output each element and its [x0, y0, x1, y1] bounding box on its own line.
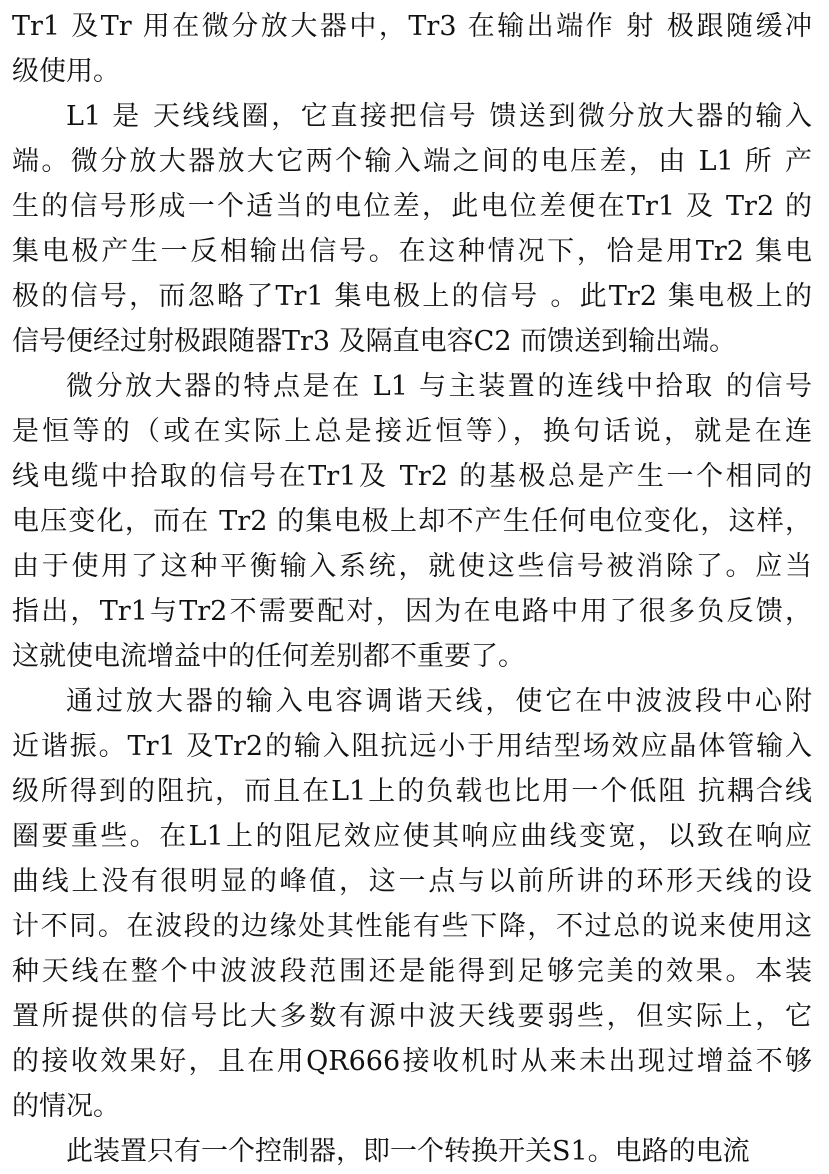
- text-line: 微分放大器的特点是在 L1 与主装置的连线中拾取 的信号: [66, 371, 812, 402]
- text-line: 级所得到的阻抗，而且在L1上的负载也比用一个低阻 抗耦合线: [12, 776, 812, 807]
- text-line: 电压变化，而在 Tr2 的集电极上却不产生任何电位变化，这样，: [12, 506, 812, 537]
- text-line: 是恒等的（或在实际上总是接近恒等），换句话说，就是在连: [12, 416, 812, 447]
- text-line: 置所提供的信号比大多数有源中波天线要弱些，但实际上，它: [12, 1001, 812, 1032]
- text-line: 计不同。在波段的边缘处其性能有些下降，不过总的说来使用这: [12, 911, 812, 942]
- text-line: 级使用。: [12, 56, 120, 87]
- text-line: 这就使电流增益中的任何差别都不重要了。: [12, 641, 525, 672]
- text-line: 线电缆中拾取的信号在Tr1及 Tr2 的基极总是产生一个相同的: [12, 461, 812, 492]
- paragraph-4: [12, 679, 812, 1129]
- text-line: 由于使用了这种平衡输入系统，就使这些信号被消除了。应当: [12, 551, 812, 582]
- text-line: 信号便经过射极跟随器Tr3 及隔直电容C2 而馈送到输出端。: [12, 326, 737, 357]
- text-line: 种天线在整个中波波段范围还是能得到足够完美的效果。本装: [12, 956, 812, 987]
- text-line: 的情况。: [12, 1091, 120, 1122]
- text-line: 曲线上没有很明显的峰值，这一点与以前所讲的环形天线的设: [12, 866, 812, 897]
- text-line: 生的信号形成一个适当的电位差，此电位差便在Tr1 及 Tr2 的: [12, 191, 812, 222]
- document-page: [12, 4, 812, 1174]
- text-line: 此装置只有一个控制器，即一个转换开关S1。电路的电流: [66, 1136, 750, 1167]
- paragraph-2: [12, 94, 812, 364]
- text-line: 端。微分放大器放大它两个输入端之间的电压差，由 L1 所 产: [12, 146, 812, 177]
- text-line: L1 是 天线线圈，它直接把信号 馈送到微分放大器的输入: [66, 101, 812, 132]
- paragraph-1: [12, 4, 812, 94]
- text-line: Tr1 及Tr 用在微分放大器中，Tr3 在输出端作 射 极跟随缓冲: [12, 11, 812, 42]
- text-line: 的接收效果好，且在用QR666接收机时从来未出现过增益不够: [12, 1046, 812, 1077]
- text-line: 集电极产生一反相输出信号。在这种情况下，恰是用Tr2 集电: [12, 236, 812, 267]
- paragraph-5: [12, 1129, 812, 1174]
- text-line: 指出，Tr1与Tr2不需要配对，因为在电路中用了很多负反馈，: [12, 596, 812, 627]
- text-line: 近谐振。Tr1 及Tr2的输入阻抗远小于用结型场效应晶体管输入: [12, 731, 812, 762]
- text-line: 通过放大器的输入电容调谐天线，使它在中波波段中心附: [66, 686, 812, 717]
- paragraph-3: [12, 364, 812, 679]
- text-line: 圈要重些。在L1上的阻尼效应使其响应曲线变宽，以致在响应: [12, 821, 812, 852]
- text-line: 极的信号，而忽略了Tr1 集电极上的信号 。此Tr2 集电极上的: [12, 281, 812, 312]
